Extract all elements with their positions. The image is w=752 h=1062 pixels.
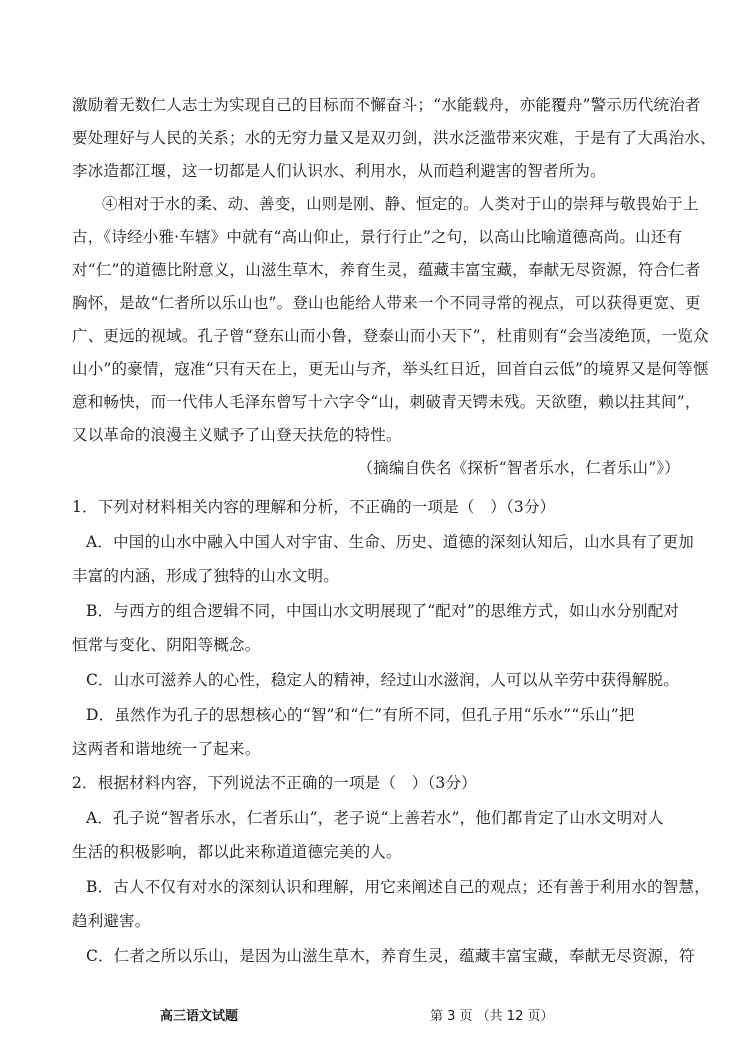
- question-1-option-a: A．中国的山水中融入中国人对宇宙、生命、历史、道德的深刻认知后，山水具有了更加: [86, 533, 694, 551]
- material-line-9: 山小”的豪情，寇准“只有天在上，更无山与齐，举头红日近，回首白云低”的境界又是何等惬: [72, 360, 709, 378]
- footer-page-number: 第 3 页 （共 12 页）: [430, 1009, 554, 1024]
- material-line-4: ④相对于水的柔、动、善变，山则是刚、静、恒定的。人类对于山的崇拜与敬畏始于上: [102, 195, 699, 213]
- material-line-5: 古，《诗经小雅·车辖》中就有“高山仰止，景行行止”之句，以高山比喻道德高尚。山还有: [72, 228, 683, 246]
- question-1-option-b: B．与西方的组合逻辑不同，中国山水文明展现了“配对”的思维方式，如山水分别配对: [86, 602, 680, 620]
- material-line-1: 激励着无数仁人志士为实现自己的目标而不懈奋斗；“水能载舟，亦能覆舟”警示历代统治者: [72, 96, 701, 114]
- question-1-stem: 1．下列对材料相关内容的理解和分析，不正确的一项是（ ）（3分）: [72, 498, 556, 516]
- material-line-10: 意和畅快，而一代伟人毛泽东曾写十六字令“山，刺破青天锷未残。天欲堕，赖以拄其间”，: [72, 393, 701, 411]
- question-1-option-d-cont: 这两者和谐地统一了起来。: [72, 740, 261, 758]
- material-line-7: 胸怀，是故“仁者所以乐山也”。登山也能给人带来一个不同寻常的视点，可以获得更宽、更: [72, 294, 701, 312]
- material-line-11: 又以革命的浪漫主义赋予了山登天扶危的特性。: [72, 426, 402, 444]
- question-2-option-b-cont: 趋利避害。: [72, 912, 151, 930]
- material-line-3: 李冰造都江堰，这一切都是人们认识水、利用水，从而趋利避害的智者所为。: [72, 162, 606, 180]
- question-2-option-b: B．古人不仅有对水的深刻认识和理解，用它来阐述自己的观点；还有善于利用水的智慧，: [86, 878, 710, 896]
- question-1-option-a-cont: 丰富的内涵，形成了独特的山水文明。: [72, 567, 339, 585]
- question-2-option-a-cont: 生活的积极影响，都以此来称道道德完美的人。: [72, 843, 402, 861]
- question-2-option-a: A．孔子说“智者乐水，仁者乐山”，老子说“上善若水”，他们都肯定了山水文明对人: [86, 809, 664, 827]
- material-line-2: 要处理好与人民的关系；水的无穷力量又是双刃剑，洪水泛滥带来灾难，于是有了大禹治水、: [72, 129, 716, 147]
- material-source: （摘编自佚名《探析“智者乐水，仁者乐山”》）: [357, 459, 680, 477]
- question-2-option-c: C．仁者之所以乐山，是因为山滋生草木，养育生灵，蕴藏丰富宝藏，奉献无尽资源，符: [86, 947, 695, 965]
- question-2-stem: 2．根据材料内容，下列说法不正确的一项是（ ）（3分）: [72, 774, 477, 792]
- material-line-8: 广、更远的视域。孔子曾“登东山而小鲁，登泰山而小天下”，杜甫则有“会当凌绝顶，一览众: [72, 327, 709, 345]
- question-1-option-c: C．山水可滋养人的心性，稳定人的精神，经过山水滋润，人可以从辛劳中获得解脱。: [86, 671, 679, 689]
- footer-exam-title: 高三语文试题: [160, 1009, 239, 1024]
- question-1-option-b-cont: 恒常与变化、阴阳等概念。: [72, 636, 261, 654]
- question-1-option-d: D．虽然作为孔子的思想核心的“智”和“仁”有所不同，但孔子用“乐水”“乐山”把: [86, 706, 635, 724]
- material-line-6: 对“仁”的道德比附意义，山滋生草木，养育生灵，蕴藏丰富宝藏，奉献无尽资源，符合仁者: [72, 261, 701, 279]
